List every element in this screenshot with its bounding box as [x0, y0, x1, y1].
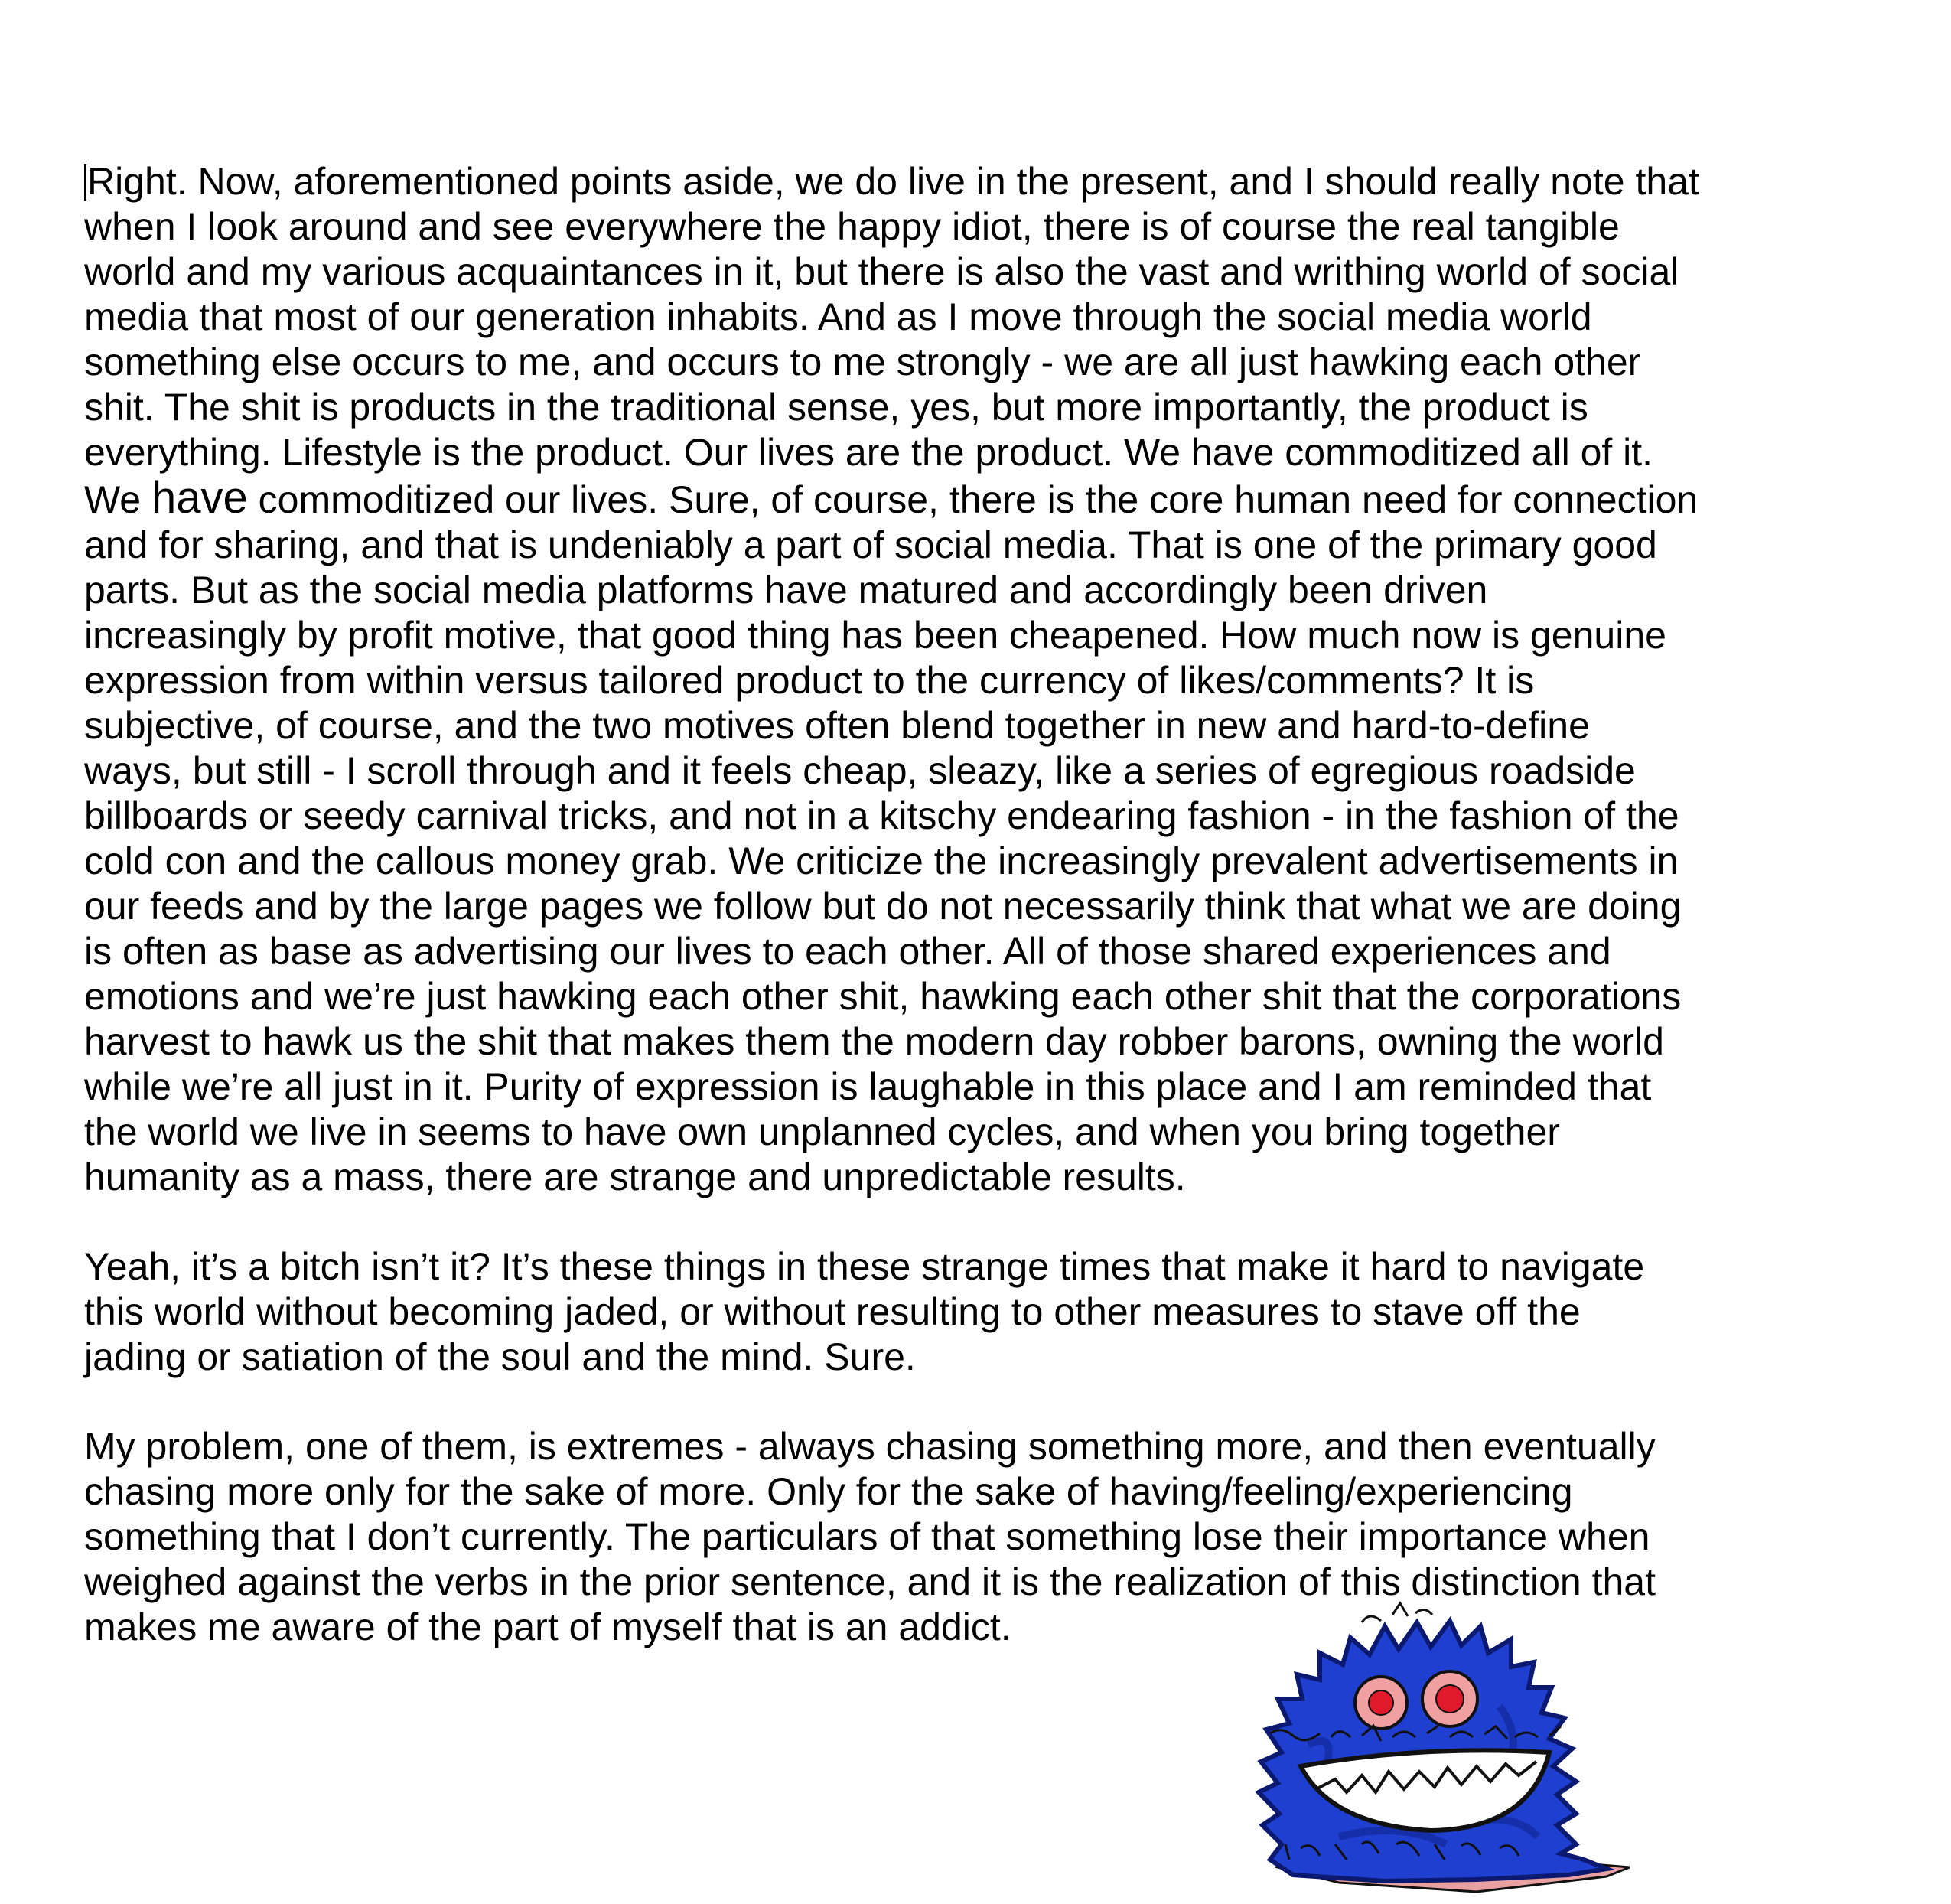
text-line: media that most of our generation inhabits. And as I move through the social media world	[84, 295, 1592, 338]
text-line: My problem, one of them, is extremes - always chasing something more, and then eventually	[84, 1425, 1656, 1468]
blue-monster-drawing-icon	[1247, 1592, 1645, 1898]
text-line: Yeah, it’s a bitch isn’t it? It’s these things in these strange times that make it hard to navigate	[84, 1245, 1645, 1288]
text-cursor	[84, 164, 86, 201]
text-line: We have commoditized our lives. Sure, of course, there is the core human need for connection	[84, 473, 1699, 523]
document-body	[84, 159, 1874, 1650]
text-line: emotions and we’re just hawking each other shit, hawking each other shit that the corporations	[84, 975, 1682, 1018]
text-line: expression from within versus tailored product to the currency of likes/comments? It is	[84, 659, 1535, 702]
text-line: this world without becoming jaded, or without resulting to other measures to stave off the	[84, 1290, 1581, 1333]
text-line: humanity as a mass, there are strange and unpredictable results.	[84, 1156, 1186, 1198]
text-line: our feeds and by the large pages we follow but do not necessarily think that what we are doing	[84, 885, 1682, 928]
text-line: something that I don’t currently. The particulars of that something lose their importance when	[84, 1515, 1650, 1558]
text-line: chasing more only for the sake of more. Only for the sake of having/feeling/experiencing	[84, 1470, 1573, 1513]
text-line: jading or satiation of the soul and the mind. Sure.	[84, 1335, 916, 1378]
text-line: and for sharing, and that is undeniably a part of social media. That is one of the primary good	[84, 523, 1657, 566]
text-line: is often as base as advertising our lives to each other. All of those shared experiences and	[84, 930, 1611, 973]
text-line: subjective, of course, and the two motives often blend together in new and hard-to-define	[84, 704, 1590, 747]
right-eye-inner	[1436, 1685, 1464, 1713]
left-eye-inner	[1369, 1690, 1393, 1715]
paragraph-2	[84, 1244, 1874, 1380]
text-line: shit. The shit is products in the traditional sense, yes, but more importantly, the product is	[84, 386, 1588, 429]
text-line: weighed against the verbs in the prior sentence, and it is the realization of this distinction that	[84, 1560, 1656, 1603]
text-line: makes me aware of the part of myself that is an addict.	[84, 1606, 1011, 1648]
text-line: world and my various acquaintances in it, but there is also the vast and writhing world of social	[84, 250, 1679, 293]
text-line: Right. Now, aforementioned points aside, we do live in the present, and I should really note that	[84, 159, 1874, 204]
paragraph-1	[84, 159, 1874, 1200]
text-line: ways, but still - I scroll through and it feels cheap, sleazy, like a series of egregious roadside	[84, 749, 1636, 792]
text-line: billboards or seedy carnival tricks, and not in a kitschy endearing fashion - in the fashion of the	[84, 794, 1679, 837]
text-line: parts. But as the social media platforms have matured and accordingly been driven	[84, 569, 1488, 611]
text-line: cold con and the callous money grab. We criticize the increasingly prevalent advertisements in	[84, 840, 1679, 882]
text-line: while we’re all just in it. Purity of expression is laughable in this place and I am reminded that	[84, 1065, 1652, 1108]
text-line: the world we live in seems to have own unplanned cycles, and when you bring together	[84, 1110, 1560, 1153]
text-line: something else occurs to me, and occurs to me strongly - we are all just hawking each other	[84, 341, 1641, 383]
text-line: increasingly by profit motive, that good thing has been cheapened. How much now is genuine	[84, 614, 1666, 657]
text-line: everything. Lifestyle is the product. Our lives are the product. We have commoditized all of it.	[84, 431, 1653, 474]
emphasized-word: have	[151, 473, 248, 523]
text-line: when I look around and see everywhere the happy idiot, there is of course the real tangible	[84, 205, 1620, 248]
paragraph-spacer	[84, 1200, 1874, 1244]
paragraph-spacer	[84, 1380, 1874, 1424]
text-line: harvest to hawk us the shit that makes them the modern day robber barons, owning the world	[84, 1020, 1664, 1063]
